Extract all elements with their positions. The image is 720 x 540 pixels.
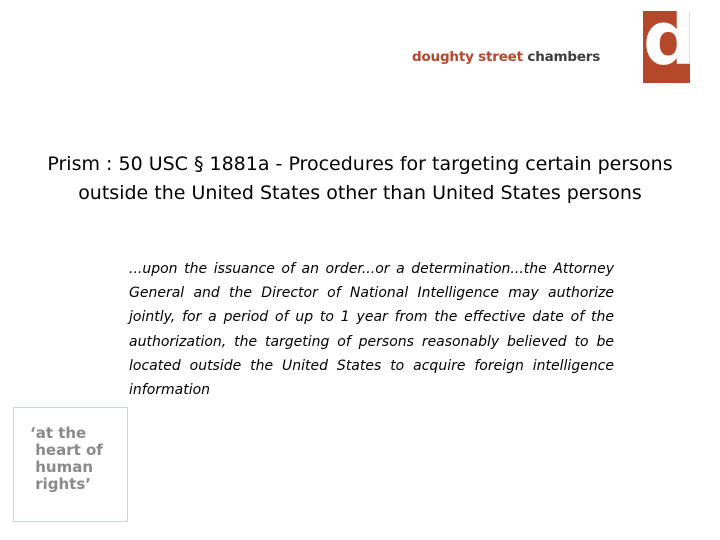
statute-quote: ...upon the issuance of an order...or a determination...the Attorney General and the Director of National Intelligence may authorize jointly, for a period of up to 1 year from the effective date of the authorization, the targeting of persons reasonably believed to be located outside the United States to acquire foreign intelligence information: [129, 261, 614, 399]
logo: [643, 0, 696, 83]
slide-title: Prism : 50 USC § 1881a - Procedures for targeting certain persons outside the United States other than United States persons: [47, 153, 673, 204]
brand-name-first: doughty street: [412, 49, 523, 65]
brand-name: [412, 49, 600, 65]
brand-name-second: chambers: [527, 49, 601, 65]
tagline: ‘at the heart of human rights’: [30, 424, 103, 493]
logo-letter: d: [643, 0, 696, 82]
tagline-box: [13, 407, 128, 522]
